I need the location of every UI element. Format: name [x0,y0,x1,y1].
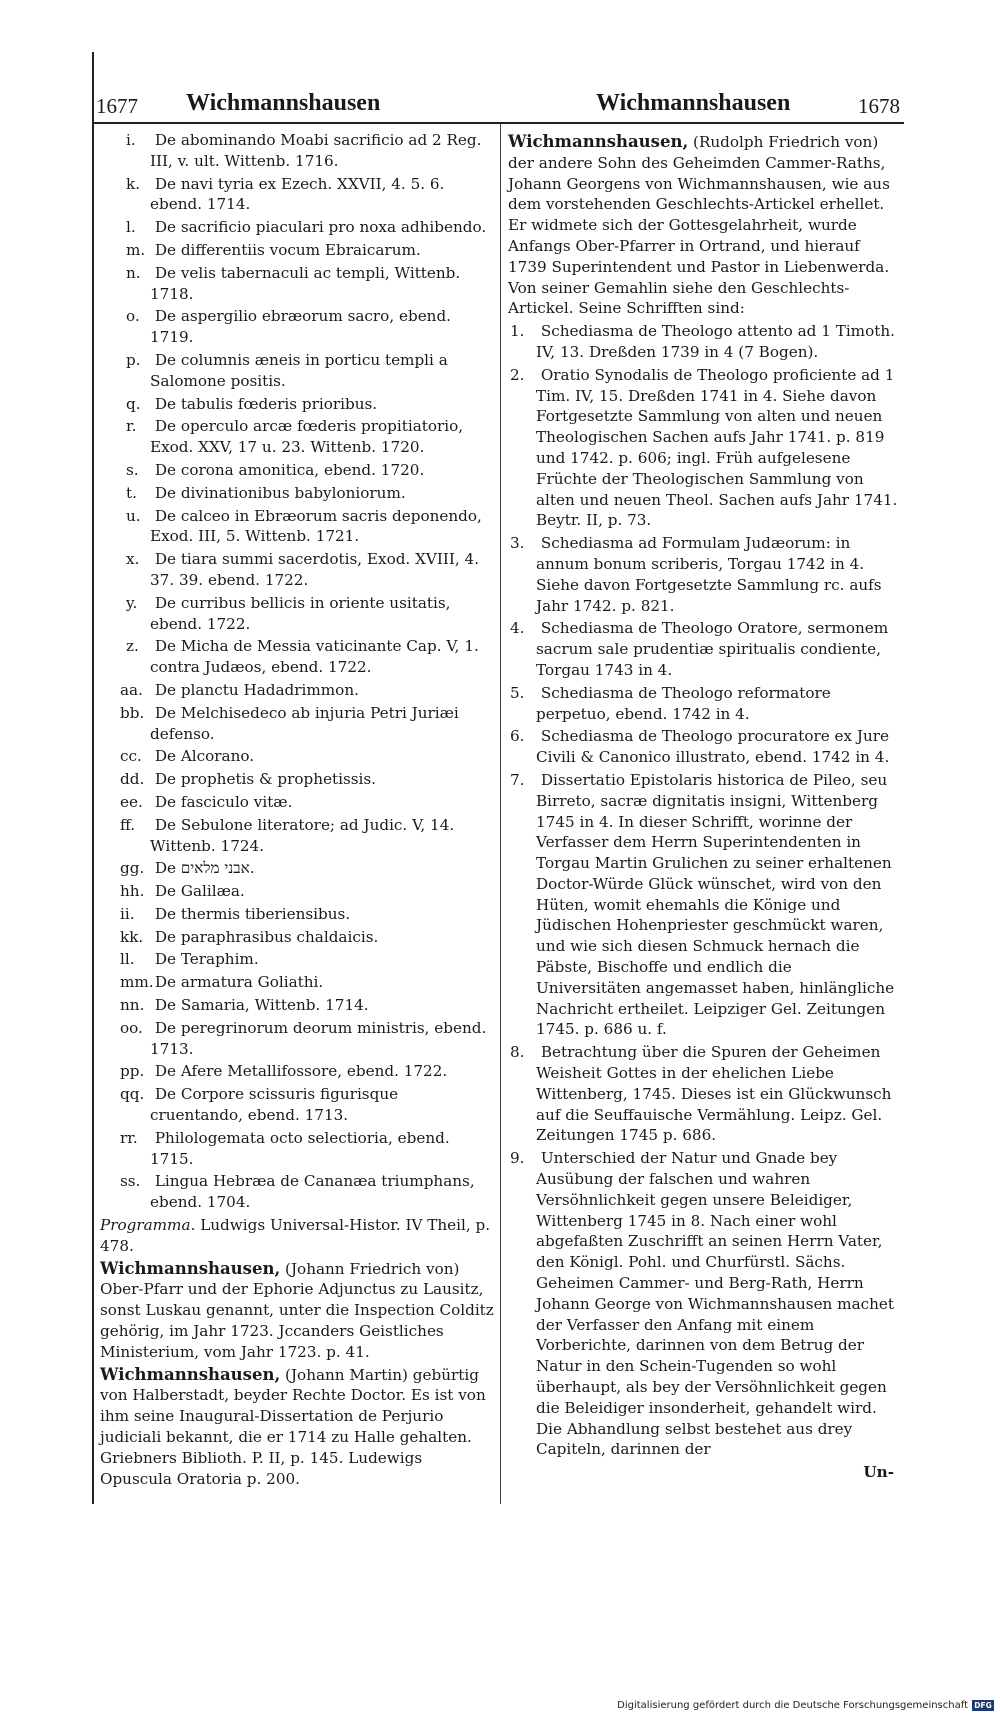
item-text: De navi tyria ex Ezech. XXVII, 4. 5. 6. ebend. 1714. [150,174,445,214]
list-item [100,949,494,970]
programma-note [100,1215,494,1257]
item-text: De sacrificio piaculari pro noxa adhibendo. [154,218,487,237]
item-text: De planctu Hadadrimmon. [154,680,359,699]
page-number-left: 1677 [96,94,138,118]
header-rule [92,122,904,124]
item-text: De thermis tiberiensibus. [154,904,351,923]
list-item [508,533,900,616]
list-item [100,1171,494,1213]
item-label: s. [126,460,139,479]
item-label: x. [126,550,140,569]
item-text: De calceo in Ebræorum sacris deponendo, Exod. III, 5. Wittenb. 1721. [150,506,482,546]
list-item [100,549,494,591]
list-item [100,972,494,993]
list-item [100,792,494,813]
list-item [100,927,494,948]
writings-list [508,321,900,1460]
list-item [100,680,494,701]
item-label: 8. [510,1043,525,1062]
item-text: De columnis æneis in porticu templi a Salomone positis. [150,350,448,390]
item-label: z. [126,637,139,656]
item-label: ff. [120,815,136,834]
item-label: k. [126,174,141,193]
running-header [96,88,902,122]
list-item [508,770,900,1040]
item-text: Schediasma de Theologo attento ad 1 Timoth. IV, 13. Dreßden 1739 in 4 (7 Bogen). [536,322,895,361]
item-label: ss. [120,1172,141,1191]
page-number-right: 1678 [858,94,900,118]
list-item [100,1018,494,1060]
item-text: De differentiis vocum Ebraicarum. [154,240,421,259]
header-name-left: Wichmannshausen [186,90,381,116]
item-text: De velis tabernaculi ac templi, Wittenb. 1718. [150,263,461,303]
list-item [100,1084,494,1126]
item-label: r. [126,417,137,436]
entry-johann-martin [100,1365,494,1490]
item-label: 6. [510,727,525,746]
item-text: De operculo arcæ fœderis propitiatorio, Exod. XXV, 17 u. 23. Wittenb. 1720. [150,417,464,457]
list-item [100,593,494,635]
left-item-list-double [100,680,494,1213]
list-item [100,995,494,1016]
item-text: De divinationibus babyloniorum. [154,483,406,502]
item-text: De Corpore scissuris figurisque cruentando, ebend. 1713. [150,1085,399,1125]
list-item [100,636,494,678]
list-item [100,746,494,767]
list-item [100,703,494,745]
item-label: 3. [510,534,525,553]
item-label: y. [126,593,138,612]
list-item [508,365,900,531]
item-label: p. [126,350,141,369]
item-text: De armatura Goliathi. [154,973,324,992]
item-text: De Sebulone literatore; ad Judic. V, 14. Wittenb. 1724. [150,815,455,855]
list-item [100,460,494,481]
item-label: 1. [510,322,525,341]
list-item [508,1148,900,1460]
item-label: 5. [510,683,525,702]
item-text: Schediasma de Theologo Oratore, sermonem sacrum sale prudentiæ spiritualis condiente, Torgau 1743 in 4. [536,619,889,679]
book-page [96,88,902,1668]
item-label: o. [126,307,140,326]
item-label: ll. [120,950,135,969]
item-label: n. [126,263,141,282]
item-label: m. [126,240,146,259]
programma-label: Programma. [100,1216,196,1235]
list-item [100,506,494,548]
item-label: gg. [120,859,145,878]
entry-text: (Johann Friedrich von) Ober-Pfarr und der Ephorie Adjunctus zu Lausitz, sonst Luskau genannt, unter die Inspection Colditz gehörig, im Jahr 1723. Jccanders Geistliches Ministerium, vom Jahr 1723. p. 41. [100,1259,494,1361]
item-label: 4. [510,619,525,638]
item-label: dd. [120,770,145,789]
item-text: De abominando Moabi sacrificio ad 2 Reg. III, v. ult. Wittenb. 1716. [150,131,482,170]
item-label: nn. [120,996,145,1015]
list-item [100,263,494,305]
item-text: De Samaria, Wittenb. 1714. [154,996,369,1015]
list-item [508,321,900,363]
item-label: u. [126,506,141,525]
entry-johann-friedrich [100,1259,494,1363]
item-text: De Micha de Messia vaticinante Cap. V, 1. contra Judæos, ebend. 1722. [150,637,479,677]
list-item [100,769,494,790]
item-label: pp. [120,1062,145,1081]
list-item [100,350,494,392]
footer-text: Digitalisierung gefördert durch die Deutsche Forschungsgemeinschaft [617,1700,968,1711]
list-item [100,130,494,172]
item-text: De fasciculo vitæ. [154,792,293,811]
right-column [508,130,900,1483]
list-item [100,416,494,458]
item-text: Dissertatio Epistolaris historica de Pileo, seu Birreto, sacræ dignitatis insigni, Wittenberg 1745 in 4. In dieser Schrifft, worinne der Verfasser dem Herrn Superintendenten in Torgau Martin Grulichen zu seiner erhaltenen Doctor-Würde Glück wünschet, wird von den Hüten, womit ehemahls die Könige und Jüdischen Hohenpriester geschmückt waren, und wie sich diesen Schmuck hernach die Päbste, Bischoffe und endlich die Universitäten angemasset haben, hinlängliche Nachricht ertheilet. Leipziger Gel. Zeitungen 1745. p. 686 u. f. [536,770,895,1039]
list-item [508,618,900,680]
item-label: ee. [120,792,143,811]
item-text: Unterschied der Natur und Gnade bey Ausübung der falschen und wahren Versöhnlichkeit gegen unsere Beleidiger, Wittenberg 1745 in 8. Nach einer wohl abgefaßten Zuschrifft an seinen Herrn Vater, den Königl. Pohl. und Churfürstl. Sächs. Geheimen Cammer- und Berg-Rath, Herrn Johann George von Wichmannshausen machet der Verfasser den Anfang mit einem Vorberichte, darinnen von dem Betrug der Natur in den Schein-Tugenden so wohl überhaupt, als bey der Versöhnlichkeit gegen die Beleidiger insonderheit, gehandelt wird. Die Abhandlung selbst bestehet aus drey Capiteln, darinnen der [536,1149,894,1459]
item-text: Betrachtung über die Spuren der Geheimen Weisheit Gottes in der ehelichen Liebe Wittenberg, 1745. Dieses ist ein Glückwunsch auf die Seuffauische Vermählung. Leipz. Gel. Zeitungen 1745 p. 686. [536,1043,892,1145]
programma-text: Ludwigs Universal-Histor. IV Theil, p. 478. [100,1216,491,1255]
item-text: Schediasma ad Formulam Judæorum: in annum bonum scriberis, Torgau 1742 in 4. Siehe davon Fortgesetzte Sammlung rc. aufs Jahr 1742. p. 821. [536,534,882,615]
list-item [508,683,900,725]
item-text: De tabulis fœderis prioribus. [154,394,378,413]
item-label: i. [126,131,136,149]
item-text: De corona amonitica, ebend. 1720. [154,460,425,479]
list-item [100,483,494,504]
list-item [100,815,494,857]
item-label: cc. [120,747,142,766]
item-text: Oratio Synodalis de Theologo proficiente ad 1 Tim. IV, 15. Dreßden 1741 in 4. Siehe davon Fortgesetzte Sammlung von alten und neuen Theologischen Sachen aufs Jahr 1741. p. 819 und 1742. p. 606; ingl. Früh aufgelesene Früchte der Theologischen Sammlung von alten und neuen Theol. Sachen aufs Jahr 1741. Beytr. II, p. 73. [536,365,898,530]
item-label: 9. [510,1149,525,1168]
left-border-rule [92,52,94,1504]
item-text: De paraphrasibus chaldaicis. [154,927,379,946]
list-item [508,726,900,768]
list-item [100,858,494,879]
item-label: q. [126,394,141,413]
entry-text: (Rudolph Friedrich von) der andere Sohn des Geheimden Cammer-Raths, Johann Georgens von Wichmannshausen, wie aus dem vorstehenden Geschlechts-Artickel erhellet. Er widmete sich der Gottesgelahrheit, wurde Anfangs Ober-Pfarrer in Ortrand, und hierauf 1739 Superintendent und Pastor in Liebenwerda. Von seiner Gemahlin siehe den Geschlechts-Artickel. Seine Schrifften sind: [508,133,890,318]
entry-headword: Wichmannshausen, [100,1258,281,1278]
header-name-right: Wichmannshausen [596,90,791,116]
item-text: De Afere Metallifossore, ebend. 1722. [154,1062,448,1081]
list-item [100,306,494,348]
item-label: qq. [120,1085,145,1104]
list-item [100,1061,494,1082]
list-item [100,394,494,415]
item-label: oo. [120,1018,143,1037]
column-divider [500,124,501,1504]
left-item-list [100,130,494,678]
item-label: 7. [510,770,525,789]
item-text: De curribus bellicis in oriente usitatis, ebend. 1722. [150,593,451,633]
entry-headword: Wichmannshausen, [100,1364,281,1384]
item-label: kk. [120,927,144,946]
item-label: ii. [120,904,135,923]
digitization-footer [617,1700,994,1711]
item-text: De aspergilio ebræorum sacro, ebend. 1719. [150,307,452,347]
list-item [100,881,494,902]
list-item [100,1128,494,1170]
item-label: t. [126,483,137,502]
entry-headword: Wichmannshausen, [508,132,689,151]
item-text: De peregrinorum deorum ministris, ebend. 1713. [150,1018,487,1058]
item-text: De tiara summi sacerdotis, Exod. XVIII, 4. 37. 39. ebend. 1722. [150,550,480,589]
list-item [100,240,494,261]
item-label: bb. [120,703,145,722]
item-text: De prophetis & prophetissis. [154,770,377,789]
list-item [100,904,494,925]
item-text: Lingua Hebræa de Cananæa triumphans, ebend. 1704. [150,1172,475,1212]
item-text: De Alcorano. [154,747,255,766]
list-item [100,174,494,216]
left-column [100,130,494,1491]
item-label: l. [126,218,136,237]
item-label: 2. [510,365,525,384]
dfg-logo-icon: DFG [972,1700,994,1711]
item-label: mm. [120,973,154,992]
item-text: De Teraphim. [154,950,259,969]
item-label: rr. [120,1128,138,1147]
item-text: De אבני מלאים. [154,859,255,878]
item-text: Schediasma de Theologo procuratore ex Jure Civili & Canonico illustrato, ebend. 1742 in 4. [536,727,890,767]
item-text: Philologemata octo selectioria, ebend. 1715. [150,1128,450,1168]
entry-rudolph-friedrich [508,132,900,319]
item-text: Schediasma de Theologo reformatore perpetuo, ebend. 1742 in 4. [536,683,831,723]
list-item [100,217,494,238]
item-label: aa. [120,680,143,699]
list-item [508,1042,900,1146]
item-text: De Melchisedeco ab injuria Petri Juriæi defenso. [150,703,459,743]
entry-text: (Johann Martin) gebürtig von Halberstadt, beyder Rechte Doctor. Es ist von ihm seine Inaugural-Dissertation de Perjurio judiciali bekannt, die er 1714 zu Halle gehalten. Griebners Biblioth. P. II, p. 145. Ludewigs Opuscula Oratoria p. 200. [100,1365,486,1488]
catchword: Un- [863,1463,894,1482]
item-label: hh. [120,882,145,901]
item-text: De Galilæa. [154,882,245,901]
